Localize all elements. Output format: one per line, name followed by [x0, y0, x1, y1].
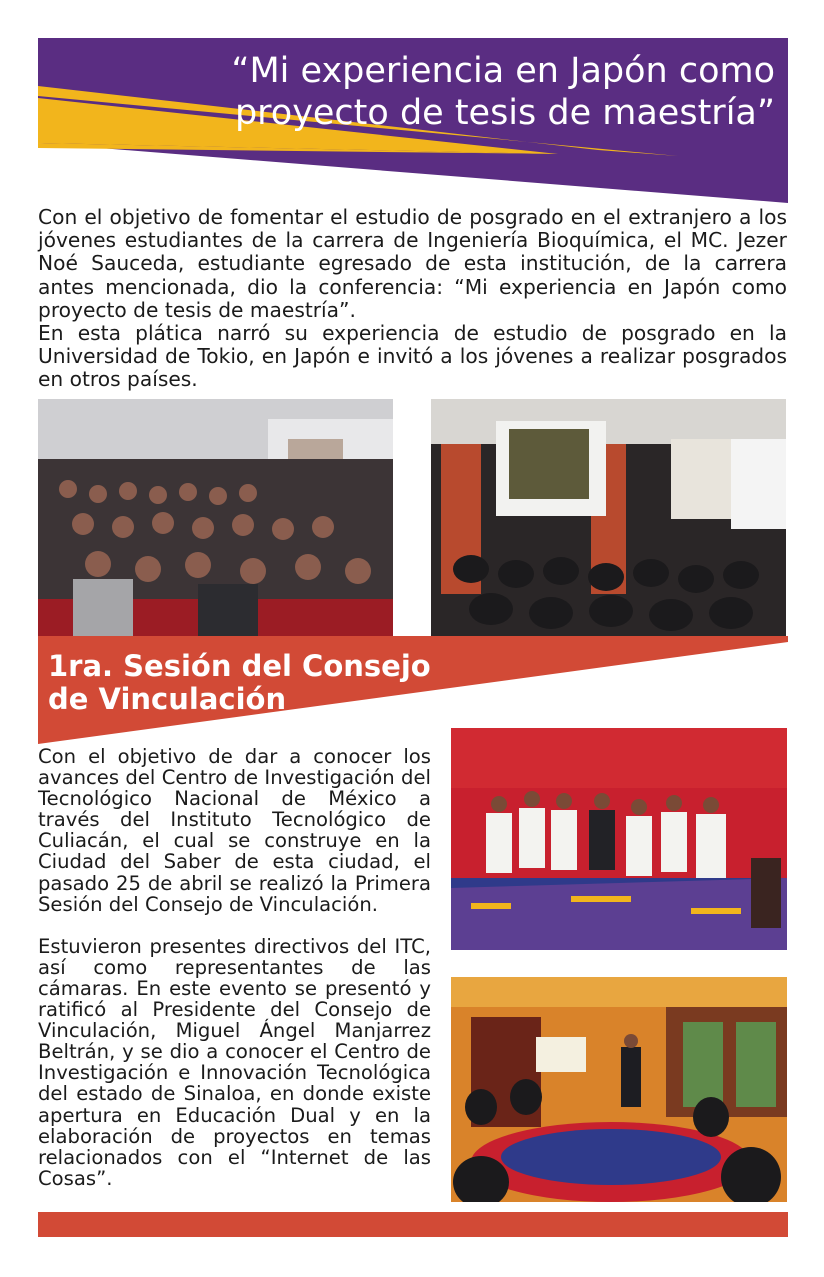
section-title-line-1: 1ra. Sesión del Consejo	[48, 649, 431, 683]
title-line-1: “Mi experiencia en Japón como	[231, 51, 775, 91]
intro-paragraph-2: En esta plática narró su experiencia de estudio de posgrado en la Universidad de Tokio, en Japón e invitó a los jóvenes a realizar posgrados en otros países.	[38, 321, 787, 392]
auditorium-photo	[431, 399, 786, 636]
footer-bar	[38, 1212, 788, 1237]
intro-paragraph-1: Con el objetivo de fomentar el estudio de posgrado en el extranjero a los jóvenes estudiantes de la carrera de Ingeniería Bioquímica, el MC. Jezer Noé Sauceda, estudiante egresado de esta institución, de la carrera antes mencionada, dio la conferencia: “Mi experiencia en Japón como proyecto de tesis de maestría”.	[38, 205, 787, 322]
paragraph-spacer	[38, 915, 431, 936]
article-title	[150, 50, 775, 134]
section-body	[38, 746, 431, 1189]
section-paragraph-2: Estuvieron presentes directivos del ITC, así como representantes de las cámaras. En este evento se presentó y ratificó al Presidente del Consejo de Vinculación, Miguel Ángel Manjarrez Beltrán, y se dio a conocer el Centro de Investigación e Innovación Tecnológica del estado de Sinaloa, en donde existe apertura en Educación Dual y en la elaboración de proyectos en temas relacionados con el “Internet de las Cosas”.	[38, 934, 431, 1190]
audience-photo	[38, 399, 393, 636]
meeting-room-photo	[451, 977, 787, 1202]
section-title	[48, 650, 468, 716]
intro-text	[38, 206, 787, 392]
section-paragraph-1: Con el objetivo de dar a conocer los avances del Centro de Investigación del Tecnológico Nacional de México a través del Instituto Tecnológico de Culiacán, el cual se construye en la Ciudad del Saber de esta ciudad, el pasado 25 de abril se realizó la Primera Sesión del Consejo de Vinculación.	[38, 745, 431, 916]
title-line-2: proyecto de tesis de maestría”	[234, 93, 775, 133]
council-group-photo	[451, 728, 787, 950]
section-title-line-2: de Vinculación	[48, 682, 287, 716]
